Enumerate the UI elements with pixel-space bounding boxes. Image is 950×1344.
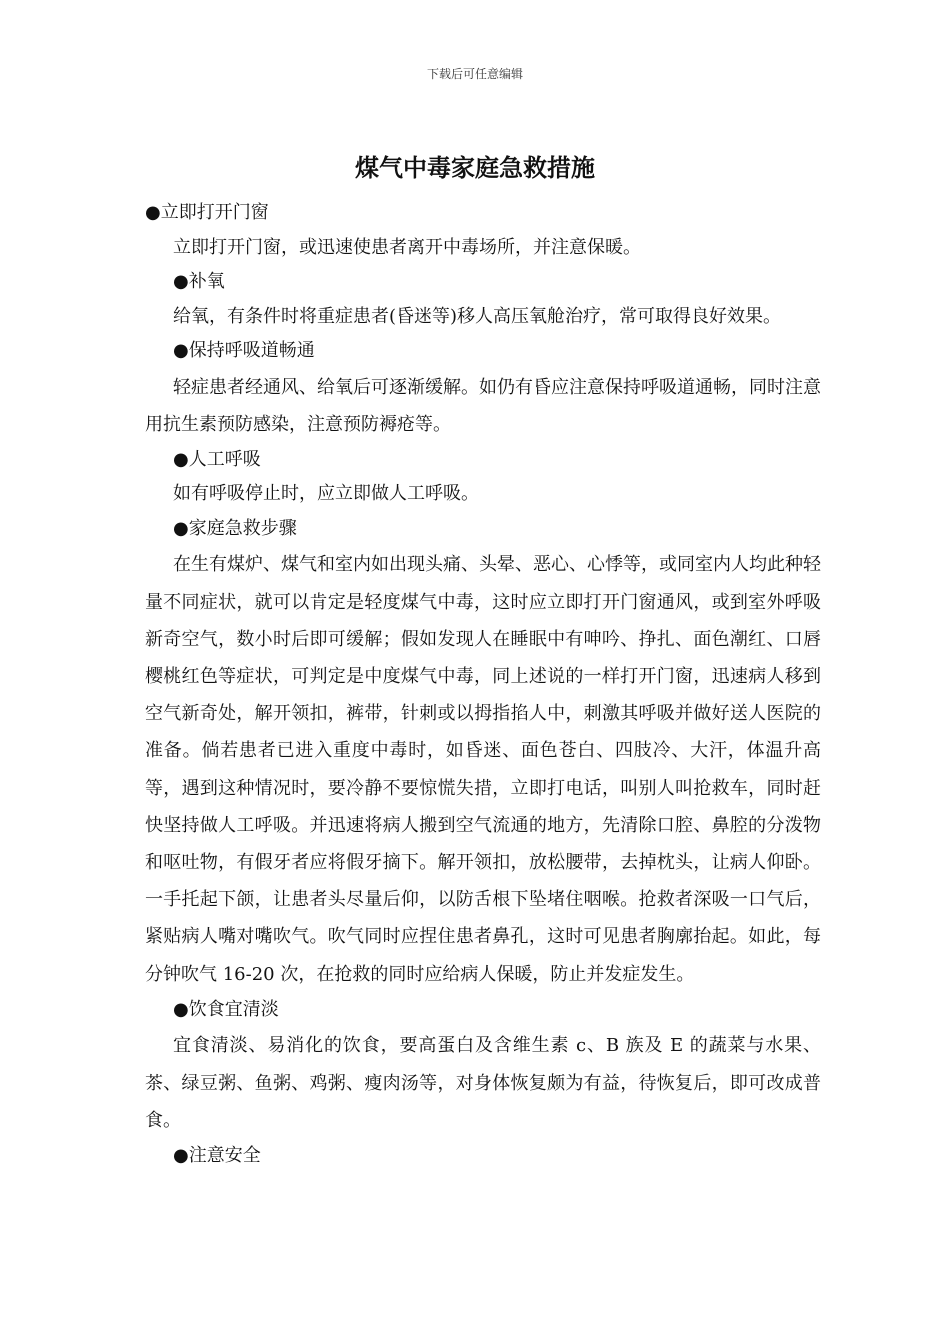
- section-body: 在生有煤炉、煤气和室内如出现头痛、头晕、恶心、心悸等，或同室内人均此种轻量不同症状，就可以肯定是轻度煤气中毒，这时应立即打开门窗通风，或到室外呼吸新奇空气，数小时后即可缓解；假如发现人在睡眠中有呻吟、挣扎、面色潮红、口唇樱桃红色等症状，可判定是中度煤气中毒，同上述说的一样打开门窗，迅速病人移到空气新奇处，解开领扣，裤带，针刺或以拇指掐人中，刺激其呼吸并做好送人医院的准备。倘若患者已进入重度中毒时，如昏迷、面色苍白、四肢冷、大汗，体温升高等，遇到这种情况时，要冷静不要惊慌失措，立即打电话，叫别人叫抢救车，同时赶快坚持做人工呼吸。并迅速将病人搬到空气流通的地方，先清除口腔、鼻腔的分泼物和呕吐物，有假牙者应将假牙摘下。解开领扣，放松腰带，去掉枕头，让病人仰卧。一手托起下颌，让患者头尽量后仰，以防舌根下坠堵住咽喉。抢救者深吸一口气后，紧贴病人嘴对嘴吹气。吹气同时应捏住患者鼻孔，这时可见患者胸廓抬起。如此，每分钟吹气 16-20 次，在抢救的同时应给病人保暖，防止并发症发生。: [145, 554, 821, 985]
- section-heading: ●立即打开门窗: [145, 202, 269, 223]
- section-light-diet: [145, 993, 821, 1139]
- section-heading: ●补氧: [173, 271, 225, 292]
- section-safety: [145, 1139, 821, 1174]
- section-body: 宜食清淡、易消化的饮食，要高蛋白及含维生素 c、B 族及 E 的蔬菜与水果、茶、绿豆粥、鱼粥、鸡粥、瘦肉汤等，对身体恢复颇为有益，待恢复后，即可改成普食。: [145, 1035, 821, 1131]
- section-home-first-aid-steps: [145, 512, 821, 993]
- section-heading: ●饮食宜清淡: [173, 998, 279, 1020]
- section-heading: ●保持呼吸道畅通: [173, 340, 315, 361]
- document-body: [145, 196, 821, 1173]
- section-body: 立即打开门窗，或迅速使患者离开中毒场所，并注意保暖。: [173, 236, 641, 258]
- section-airway: [145, 334, 821, 443]
- section-heading: ●注意安全: [173, 1144, 261, 1166]
- section-body: 轻症患者经通风、给氧后可逐渐缓解。如仍有昏应注意保持呼吸道通畅，同时注意用抗生素预防感染，注意预防褥疮等。: [145, 376, 821, 435]
- section-heading: ●家庭急救步骤: [173, 517, 297, 539]
- section-body: 给氧，有条件时将重症患者(昏迷等)移人高压氧舱治疗，常可取得良好效果。: [173, 305, 782, 327]
- page-header-note: 下载后可任意编辑: [426, 67, 523, 81]
- section-artificial-respiration: [145, 443, 821, 512]
- document-title: 煤气中毒家庭急救措施: [355, 153, 595, 182]
- section-body: 如有呼吸停止时，应立即做人工呼吸。: [173, 483, 479, 505]
- section-open-windows: [145, 196, 821, 265]
- section-heading: ●人工呼吸: [173, 448, 261, 470]
- section-oxygen: [145, 265, 821, 334]
